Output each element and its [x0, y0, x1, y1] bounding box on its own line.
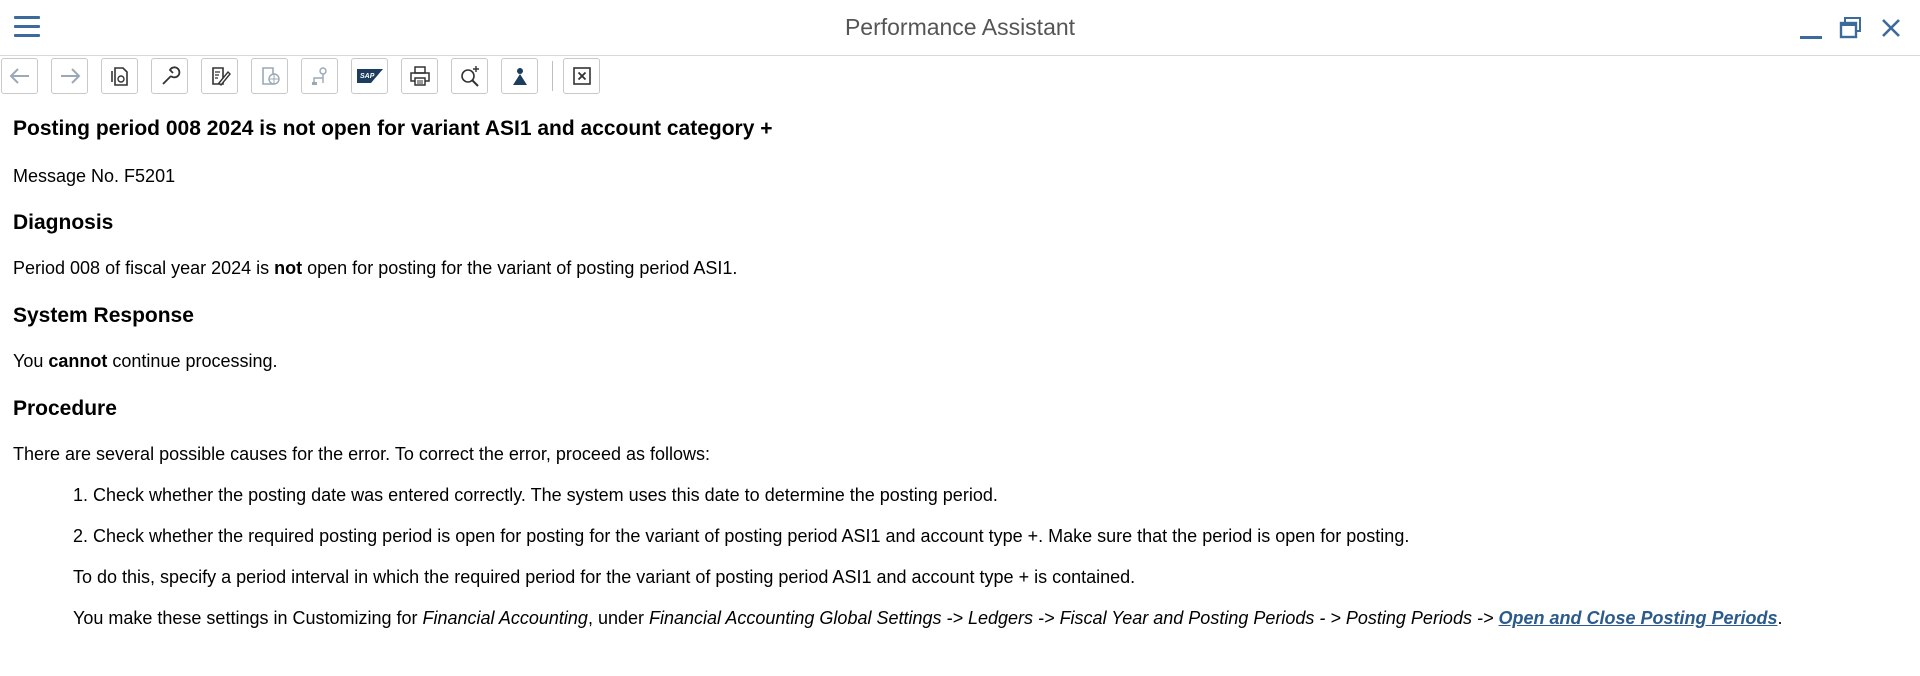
display-format-button[interactable] [501, 58, 538, 94]
title-bar [0, 0, 1920, 56]
diagnosis-text-part: Period 008 of fiscal year 2024 is [13, 258, 275, 278]
toolbar-separator [552, 61, 553, 91]
system-response-text [13, 350, 278, 372]
settings-text-part: . [1777, 608, 1783, 628]
procedure-intro: There are several possible causes for the error. To correct the error, proceed as follows: [13, 444, 710, 464]
procedure-settings-path [73, 607, 1783, 629]
forward-button[interactable] [51, 58, 88, 94]
minimize-icon[interactable] [1796, 14, 1826, 42]
message-number: Message No. F5201 [13, 166, 176, 186]
edit-document-icon [208, 64, 232, 88]
edit-button[interactable] [201, 58, 238, 94]
sap-logo-icon [356, 67, 384, 85]
procedure-heading: Procedure [13, 397, 117, 420]
arrow-right-icon [58, 66, 82, 86]
procedure-step-2: 2. Check whether the required posting period is open for posting for the variant of posting period ASI1 and account type +. Make sure that the period is open for posting. [73, 526, 1410, 546]
settings-text-part: , under [587, 608, 649, 628]
user-cone-icon [508, 64, 532, 88]
document-info-icon [108, 64, 132, 88]
system-response-text-part: continue processing. [107, 351, 278, 371]
find-button[interactable] [451, 58, 488, 94]
settings-button[interactable] [151, 58, 188, 94]
close-box-icon [570, 64, 594, 88]
message-title: Posting period 008 2024 is not open for variant ASI1 and account category + [13, 117, 773, 140]
procedure-step-1: 1. Check whether the posting date was entered correctly. The system uses this date to determine the posting period. [73, 485, 998, 505]
maximize-icon[interactable] [1836, 14, 1866, 42]
document-globe-icon [258, 64, 282, 88]
search-plus-icon [458, 64, 482, 88]
settings-menu-path: Financial Accounting Global Settings -> Ledgers -> Fiscal Year and Posting Periods - > Posting Periods -> [649, 608, 1499, 628]
close-document-button[interactable] [563, 58, 600, 94]
hierarchy-icon [308, 64, 332, 88]
procedure-step-2-detail: To do this, specify a period interval in which the required period for the variant of posting period ASI1 and account type + is contained. [73, 567, 1136, 587]
close-icon[interactable] [1876, 14, 1906, 42]
diagnosis-text-part: open for posting for the variant of posting period ASI1. [302, 258, 738, 278]
print-button[interactable] [401, 58, 438, 94]
system-response-heading: System Response [13, 304, 194, 327]
expert-mode-button[interactable] [301, 58, 338, 94]
toolbar [0, 57, 1920, 95]
sap-button[interactable] [351, 58, 388, 94]
window-title: Performance Assistant [844, 14, 1076, 40]
svg-text:SAP: SAP [359, 73, 374, 80]
wrench-icon [158, 64, 182, 88]
technical-info-button[interactable] [101, 58, 138, 94]
system-response-emphasis: cannot [48, 351, 108, 371]
export-button[interactable] [251, 58, 288, 94]
arrow-left-icon [8, 66, 32, 86]
diagnosis-heading: Diagnosis [13, 211, 114, 234]
system-response-text-part: You [13, 351, 49, 371]
open-close-posting-periods-link[interactable]: Open and Close Posting Periods [1498, 608, 1778, 628]
settings-text-part: You make these settings in Customizing for [73, 608, 423, 628]
diagnosis-emphasis: not [274, 258, 303, 278]
printer-icon [408, 64, 432, 88]
back-button[interactable] [1, 58, 38, 94]
settings-area: Financial Accounting [422, 608, 588, 628]
diagnosis-text [13, 257, 737, 279]
